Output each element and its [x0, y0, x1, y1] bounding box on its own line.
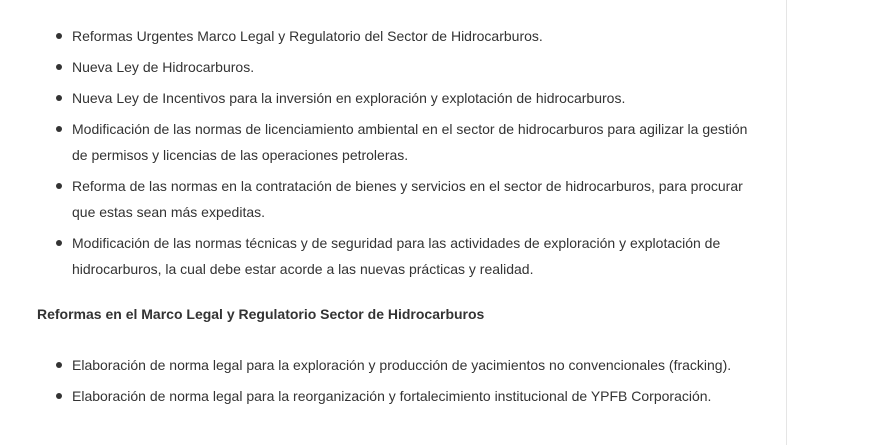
- bullet-icon: [56, 183, 62, 189]
- list-item: [50, 352, 760, 378]
- bullet-list: [50, 23, 760, 287]
- bullet-icon: [56, 362, 62, 368]
- bullet-icon: [56, 33, 62, 39]
- bullet-icon: [56, 393, 62, 399]
- list-item: [50, 85, 760, 111]
- list-item: [50, 173, 760, 225]
- list-item-text: Elaboración de norma legal para la exploración y producción de yacimientos no convencionales (fracking).: [72, 357, 732, 373]
- list-item: [50, 116, 760, 168]
- list-item: [50, 230, 760, 282]
- bullet-icon: [56, 126, 62, 132]
- list-item-text: Nueva Ley de Incentivos para la inversión en exploración y explotación de hidrocarburos.: [72, 90, 626, 106]
- list-item-text: Elaboración de norma legal para la reorganización y fortalecimiento institucional de YPFB Corporación.: [72, 388, 712, 404]
- right-gutter: [788, 0, 875, 445]
- bullet-list: [50, 352, 760, 414]
- list-item: [50, 383, 760, 409]
- list-item-text: Reformas Urgentes Marco Legal y Regulatorio del Sector de Hidrocarburos.: [72, 28, 543, 44]
- list-item-text: Modificación de las normas de licenciamiento ambiental en el sector de hidrocarburos para agilizar la gestión de permisos y licencias de las operaciones petroleras.: [72, 121, 748, 163]
- list-item: [50, 23, 760, 49]
- list-item: [50, 54, 760, 80]
- section-heading: Reformas en el Marco Legal y Regulatorio Sector de Hidrocarburos: [37, 306, 485, 322]
- list-item-text: Reforma de las normas en la contratación de bienes y servicios en el sector de hidrocarburos, para procurar que estas sean más expeditas.: [72, 178, 743, 220]
- bullet-icon: [56, 64, 62, 70]
- list-item-text: Modificación de las normas técnicas y de seguridad para las actividades de exploración y explotación de hidrocarburos, la cual debe estar acorde a las nuevas prácticas y realidad.: [72, 235, 721, 277]
- bullet-icon: [56, 240, 62, 246]
- bullet-icon: [56, 95, 62, 101]
- list-item-text: Nueva Ley de Hidrocarburos.: [72, 59, 255, 75]
